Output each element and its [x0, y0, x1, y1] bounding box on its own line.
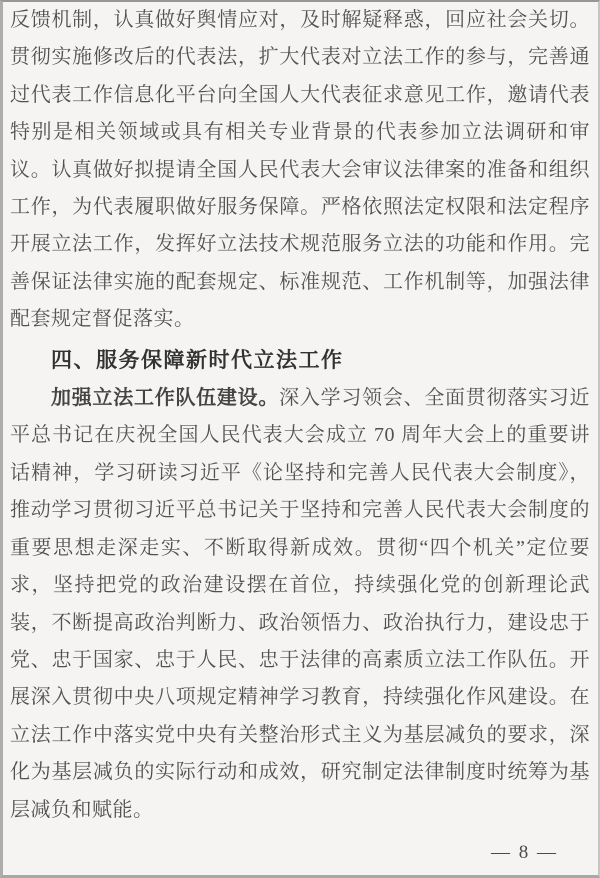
text-line: 善保证法律实施的配套规定、标准规范、工作机制等，加强法律 — [10, 270, 590, 293]
text-line: 层减负和赋能。 — [10, 798, 154, 821]
text-line: 工作，为代表履职做好服务保障。严格依照法定权限和法定程序 — [10, 196, 590, 219]
text-line: 贯彻实施修改后的代表法，扩大代表对立法工作的参与，完善通 — [10, 46, 590, 69]
text-line: 立法工作中落实党中央有关整治形式主义为基层减负的要求，深 — [10, 723, 590, 746]
text-line: 党、忠于国家、忠于人民、忠于法律的高素质立法工作队伍。开 — [10, 648, 590, 671]
text-line-rest: 深入学习领会、全面贯彻落实习近 — [279, 387, 591, 410]
text-line: 求，坚持把党的政治建设摆在首位，持续强化党的创新理论武 — [10, 574, 590, 597]
paragraph-team-building — [10, 380, 590, 829]
text-line — [10, 380, 590, 417]
text-line: 过代表工作信息化平台向全国人大代表征求意见工作，邀请代表 — [10, 83, 590, 106]
text-line: 特别是相关领域或具有相关专业背景的代表参加立法调研和审 — [10, 121, 590, 144]
paragraph-lead-bold: 加强立法工作队伍建设。 — [51, 387, 280, 410]
page-content — [10, 2, 590, 829]
text-line: 开展立法工作，发挥好立法技术规范服务立法的功能和作用。完 — [10, 233, 590, 256]
text-line: 装，不断提高政治判断力、政治领悟力、政治执行力，建设忠于 — [10, 611, 590, 634]
section-heading: 四、服务保障新时代立法工作 — [51, 348, 344, 372]
paragraph-implementation-work — [10, 2, 590, 339]
text-line: 配套规定督促落实。 — [10, 308, 195, 331]
text-line: 展深入贯彻中央八项规定精神学习教育，持续强化作风建设。在 — [10, 686, 590, 709]
text-line: 话精神，学习研读习近平《论坚持和完善人民代表大会制度》， — [10, 461, 590, 484]
page-number: — 8 — — [491, 842, 558, 863]
text-line: 议。认真做好拟提请全国人民代表大会审议法律案的准备和组织 — [10, 158, 590, 181]
text-line: 平总书记在庆祝全国人民代表大会成立 70 周年大会上的重要讲 — [10, 424, 590, 447]
text-line: 推动学习贯彻习近平总书记关于坚持和完善人民代表大会制度的 — [10, 499, 590, 522]
text-line: 重要思想走深走实、不断取得新成效。贯彻“四个机关”定位要 — [10, 536, 590, 559]
text-line: 化为基层减负的实际行动和成效，研究制定法律制度时统筹为基 — [10, 761, 590, 784]
text-line: 反馈机制，认真做好舆情应对，及时解疑释惑，回应社会关切。 — [10, 9, 590, 31]
